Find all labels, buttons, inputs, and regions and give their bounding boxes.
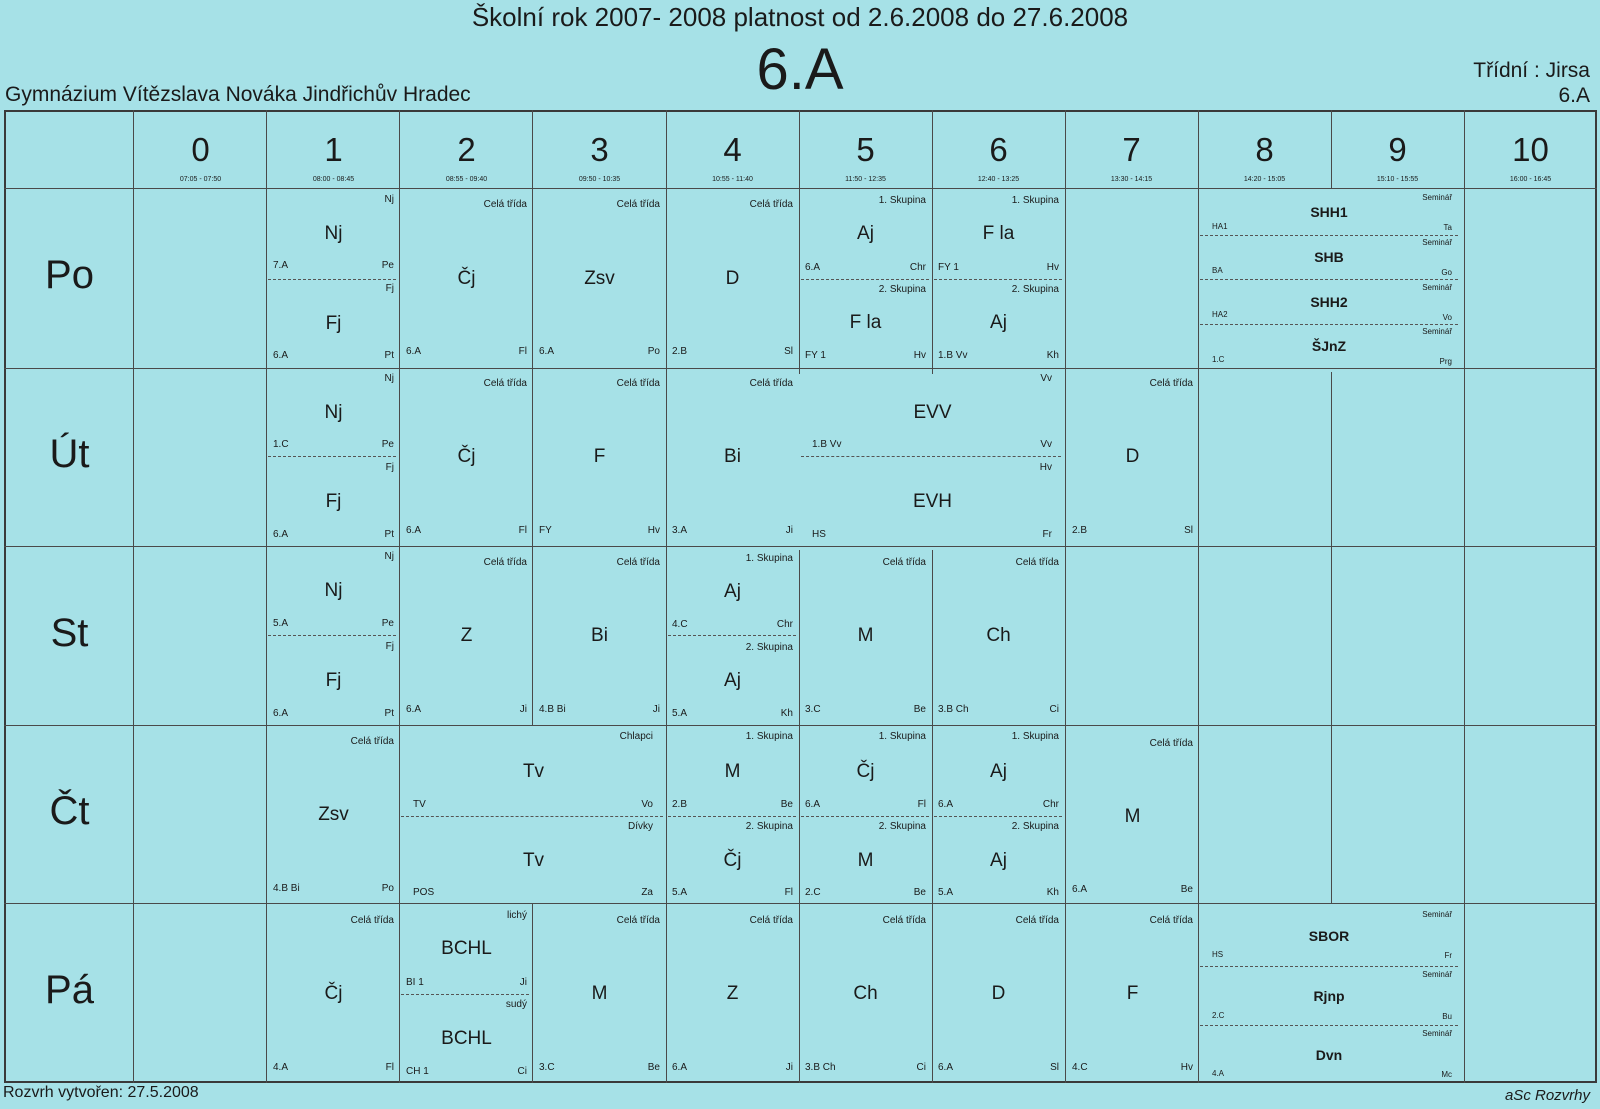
room: 3.C (539, 1062, 555, 1073)
group-label: Celá třída (616, 915, 660, 926)
subject: D (1125, 446, 1140, 467)
period-time: 08:55 - 09:40 (445, 176, 488, 183)
group-label: Seminář (1422, 283, 1452, 292)
group-label: Celá třída (1149, 378, 1193, 389)
group-divider (268, 456, 396, 457)
subject: Zsv (584, 268, 615, 289)
teacher: Ci (517, 1066, 527, 1077)
period-number: 3 (590, 131, 609, 168)
teacher: Fl (917, 799, 926, 810)
room: 3.A (672, 525, 688, 536)
subject: SHH1 (1310, 204, 1348, 220)
room: 1.C (273, 439, 289, 450)
room: 4.C (1072, 1062, 1088, 1073)
group-divider (934, 816, 1062, 817)
group-label: 2. Skupina (745, 642, 793, 653)
subject: Tv (522, 850, 545, 871)
subject: Aj (857, 223, 874, 244)
room: 3.B Ch (805, 1062, 836, 1073)
subject: BCHL (441, 1028, 492, 1049)
period-number: 9 (1388, 131, 1407, 168)
room: 4.B Bi (273, 883, 300, 894)
grid-line (532, 550, 533, 726)
teacher: Pe (381, 618, 394, 629)
teacher: Sl (1184, 525, 1193, 536)
subject: Čj (856, 761, 875, 782)
class-teacher-class: 6.A (1558, 84, 1590, 107)
teacher: Kh (1046, 887, 1059, 898)
teacher: Ci (1049, 704, 1059, 715)
subject: Nj (324, 580, 343, 601)
subject: EVH (912, 491, 953, 512)
group-divider (801, 456, 1061, 457)
day-label: Pá (45, 968, 94, 1012)
room: 3.C (805, 704, 821, 715)
group-label: Seminář (1422, 238, 1452, 247)
teacher: Vv (1040, 373, 1052, 384)
subject: Dvn (1315, 1047, 1343, 1063)
period-time: 12:40 - 13:25 (977, 176, 1020, 183)
room: 6.A (938, 1062, 954, 1073)
group-label: Celá třída (483, 378, 527, 389)
day-label: Út (49, 432, 90, 476)
period-time: 10:55 - 11:40 (712, 176, 753, 183)
group-label: Chlapci (619, 731, 653, 742)
teacher: Chr (776, 619, 793, 630)
class-teacher (1473, 58, 1590, 108)
teacher: Chr (1042, 799, 1059, 810)
group-label: Seminář (1422, 970, 1452, 979)
teacher: Fl (385, 1062, 394, 1073)
room: 6.A (1072, 884, 1088, 895)
subject: Nj (324, 402, 343, 423)
teacher: Chr (909, 262, 926, 273)
subject: Aj (724, 670, 741, 691)
group-label: Celá třída (616, 378, 660, 389)
group-divider (1200, 235, 1458, 236)
teacher: Nj (384, 373, 394, 384)
subject: Fj (325, 313, 342, 334)
group-label: Seminář (1422, 193, 1452, 202)
teacher: Pe (381, 439, 394, 450)
teacher: Fl (784, 887, 793, 898)
teacher: Ta (1443, 223, 1452, 232)
grid-line (266, 110, 267, 1083)
group-label: 1. Skupina (745, 731, 793, 742)
subject: Nj (324, 223, 343, 244)
room: 4.A (1212, 1069, 1225, 1078)
class-name: 6.A (756, 37, 844, 102)
period-number: 1 (324, 131, 343, 168)
teacher: Po (647, 346, 660, 357)
teacher: Nj (384, 551, 394, 562)
teacher: Be (647, 1062, 660, 1073)
group-divider (401, 816, 663, 817)
group-divider (268, 279, 396, 280)
teacher: Vo (641, 799, 653, 810)
grid-line (532, 110, 533, 552)
period-time: 16:00 - 16:45 (1509, 176, 1552, 183)
teacher: Fl (518, 346, 527, 357)
period-time: 14:20 - 15:05 (1243, 176, 1286, 183)
room: 6.A (539, 346, 555, 357)
room: 5.A (273, 618, 289, 629)
subject: Zsv (318, 804, 349, 825)
grid-line (4, 725, 1597, 726)
teacher: Pt (384, 708, 394, 719)
subject: M (724, 761, 741, 782)
room: HS (1212, 950, 1224, 959)
teacher: Po (381, 883, 394, 894)
subject: Aj (990, 850, 1007, 871)
teacher: Prg (1439, 357, 1452, 366)
teacher: Pe (381, 260, 394, 271)
room: BA (1212, 266, 1223, 275)
group-label: Celá třída (350, 736, 394, 747)
teacher: Hv (913, 350, 926, 361)
subject: M (591, 983, 608, 1004)
room: 6.A (805, 262, 821, 273)
group-label: 1. Skupina (878, 731, 926, 742)
grid-line (4, 546, 1597, 547)
created-date: Rozvrh vytvořen: 27.5.2008 (3, 1084, 199, 1101)
subject: Ch (853, 983, 878, 1004)
class-teacher-name: Třídní : Jirsa (1473, 59, 1590, 82)
period-number: 4 (723, 131, 742, 168)
software-name: aSc Rozvrhy (1504, 1087, 1590, 1104)
period-number: 10 (1512, 131, 1549, 168)
group-label: 2. Skupina (1011, 821, 1059, 832)
subject: Aj (724, 581, 741, 602)
subject: F la (849, 312, 882, 333)
teacher: Vo (1442, 313, 1452, 322)
teacher: Pt (384, 529, 394, 540)
subject: Čj (457, 268, 476, 289)
group-divider (801, 279, 929, 280)
teacher: Ji (652, 704, 660, 715)
subject: SHH2 (1310, 294, 1348, 310)
room: 6.A (406, 704, 422, 715)
room: TV (413, 799, 426, 810)
group-label: 1. Skupina (878, 195, 926, 206)
teacher: Bu (1442, 1012, 1452, 1021)
grid-line (4, 188, 1597, 189)
period-time: 08:00 - 08:45 (312, 176, 355, 183)
group-divider (268, 635, 396, 636)
day-label: St (50, 611, 89, 655)
teacher: Go (1441, 268, 1452, 277)
room: 6.A (938, 799, 954, 810)
subject: M (857, 625, 874, 646)
subject: Fj (325, 670, 342, 691)
room: 4.A (273, 1062, 289, 1073)
teacher: Be (780, 799, 793, 810)
subject: Bi (724, 446, 741, 467)
room: 6.A (273, 708, 289, 719)
room: HA1 (1212, 222, 1228, 231)
group-divider (934, 279, 1062, 280)
teacher: Be (1180, 884, 1193, 895)
group-divider (1200, 1025, 1458, 1026)
group-label: Celá třída (483, 557, 527, 568)
grid-line (1331, 372, 1332, 904)
room: 1.B Vv (938, 350, 968, 361)
subject: SHB (1314, 249, 1344, 265)
room: 6.A (406, 346, 422, 357)
subject: M (1124, 806, 1141, 827)
group-label: 2. Skupina (745, 821, 793, 832)
room: FY (539, 525, 552, 536)
subject: F (1126, 983, 1139, 1004)
group-label: lichý (506, 910, 527, 921)
group-label: Celá třída (749, 915, 793, 926)
subject: Aj (990, 312, 1007, 333)
group-divider (401, 994, 529, 995)
period-time: 13:30 - 14:15 (1110, 176, 1153, 183)
group-label: Celá třída (1149, 738, 1193, 749)
group-label: Seminář (1422, 327, 1452, 336)
subject: Z (460, 625, 473, 646)
teacher: Ji (785, 1062, 793, 1073)
group-label: Dívky (628, 821, 653, 832)
subject: SBOR (1308, 928, 1350, 944)
period-number: 5 (856, 131, 875, 168)
group-label: sudý (505, 999, 527, 1010)
group-label: Celá třída (483, 199, 527, 210)
grid-line (133, 110, 134, 1083)
teacher: Ci (916, 1062, 926, 1073)
subject: Čj (723, 850, 742, 871)
teacher: Mc (1441, 1070, 1452, 1079)
group-divider (1200, 324, 1458, 325)
teacher: Be (913, 887, 926, 898)
group-label: Celá třída (749, 199, 793, 210)
subject: Z (726, 983, 739, 1004)
day-label: Po (45, 253, 94, 297)
subject: Čj (457, 446, 476, 467)
teacher: Kh (780, 708, 793, 719)
teacher: Vv (1040, 439, 1052, 450)
room: 1.B Vv (812, 439, 842, 450)
room: 5.A (938, 887, 954, 898)
teacher: Pt (384, 350, 394, 361)
teacher: Ji (785, 525, 793, 536)
teacher: Sl (784, 346, 793, 357)
room: BI 1 (406, 977, 424, 988)
period-time: 09:50 - 10:35 (578, 176, 621, 183)
group-label: Celá třída (749, 378, 793, 389)
school-name: Gymnázium Vítězslava Nováka Jindřichův Hradec (5, 83, 471, 106)
subject: D (991, 983, 1006, 1004)
teacher: Sl (1050, 1062, 1059, 1073)
subject: Ch (986, 625, 1011, 646)
teacher: Hv (1039, 462, 1052, 473)
grid-line (399, 110, 400, 1083)
grid-line (1198, 110, 1199, 1083)
subject: Bi (591, 625, 608, 646)
period-number: 8 (1255, 131, 1274, 168)
teacher: Ji (519, 704, 527, 715)
teacher: Fj (385, 462, 394, 473)
teacher: Hv (1046, 262, 1059, 273)
room: 2.C (805, 887, 821, 898)
group-divider (668, 635, 796, 636)
subject: BCHL (441, 938, 492, 959)
room: HS (812, 529, 826, 540)
room: FY 1 (805, 350, 826, 361)
teacher: Hv (1180, 1062, 1193, 1073)
group-label: 2. Skupina (878, 284, 926, 295)
room: 2.B (672, 346, 688, 357)
period-time: 07:05 - 07:50 (179, 176, 222, 183)
subject: Rjnp (1313, 988, 1345, 1004)
subject: F la (982, 223, 1015, 244)
group-label: 1. Skupina (1011, 195, 1059, 206)
group-label: Seminář (1422, 910, 1452, 919)
day-label: Čt (49, 789, 90, 833)
group-label: Celá třída (616, 199, 660, 210)
room: CH 1 (406, 1066, 429, 1077)
group-label: 1. Skupina (745, 553, 793, 564)
schedule-title: Školní rok 2007- 2008 platnost od 2.6.2008 do 27.6.2008 (471, 2, 1129, 32)
teacher: Kh (1046, 350, 1059, 361)
room: 6.A (273, 529, 289, 540)
room: HA2 (1212, 310, 1228, 319)
group-divider (801, 816, 929, 817)
teacher: Fj (385, 283, 394, 294)
group-label: Seminář (1422, 1029, 1452, 1038)
group-label: Celá třída (350, 915, 394, 926)
teacher: Hv (647, 525, 660, 536)
group-label: Celá třída (882, 557, 926, 568)
subject: M (857, 850, 874, 871)
period-number: 7 (1122, 131, 1141, 168)
group-label: Celá třída (616, 557, 660, 568)
teacher: Be (913, 704, 926, 715)
period-number: 2 (457, 131, 476, 168)
period-number: 6 (989, 131, 1008, 168)
grid-line (4, 368, 1597, 369)
room: 6.A (406, 525, 422, 536)
teacher: Fr (1042, 529, 1052, 540)
subject: Čj (324, 983, 343, 1004)
room: 5.A (672, 887, 688, 898)
room: 3.B Ch (938, 704, 969, 715)
group-divider (1200, 279, 1458, 280)
room: 2.C (1212, 1011, 1225, 1020)
grid-line (4, 903, 1597, 904)
period-number: 0 (191, 131, 210, 168)
room: 7.A (273, 260, 289, 271)
grid-line (1464, 110, 1465, 1083)
period-time: 15:10 - 15:55 (1376, 176, 1419, 183)
group-label: Celá třída (882, 915, 926, 926)
group-label: 1. Skupina (1011, 731, 1059, 742)
subject: Tv (522, 761, 545, 782)
room: 2.B (1072, 525, 1088, 536)
teacher: Fl (518, 525, 527, 536)
teacher: Ji (519, 977, 527, 988)
subject: ŠJnZ (1311, 338, 1347, 354)
group-label: Celá třída (1149, 915, 1193, 926)
group-label: 2. Skupina (878, 821, 926, 832)
grid-line (532, 904, 533, 1083)
room: 6.A (672, 1062, 688, 1073)
room: 5.A (672, 708, 688, 719)
teacher: Fj (385, 641, 394, 652)
group-label: 2. Skupina (1011, 284, 1059, 295)
room: 6.A (805, 799, 821, 810)
room: 6.A (273, 350, 289, 361)
subject: Aj (990, 761, 1007, 782)
teacher: Za (641, 887, 653, 898)
room: POS (413, 887, 435, 898)
teacher: Fr (1444, 951, 1452, 960)
room: 4.B Bi (539, 704, 566, 715)
grid-line (1065, 110, 1066, 1083)
period-time: 11:50 - 12:35 (845, 176, 886, 183)
subject: Fj (325, 491, 342, 512)
room: 4.C (672, 619, 688, 630)
room: FY 1 (938, 262, 959, 273)
room: 2.B (672, 799, 688, 810)
subject: EVV (913, 402, 952, 423)
room: 1.C (1212, 355, 1225, 364)
subject: D (725, 268, 740, 289)
group-label: Celá třída (1015, 915, 1059, 926)
group-divider (1200, 966, 1458, 967)
group-label: Celá třída (1015, 557, 1059, 568)
group-divider (668, 816, 796, 817)
teacher: Nj (384, 194, 394, 205)
subject: F (593, 446, 606, 467)
